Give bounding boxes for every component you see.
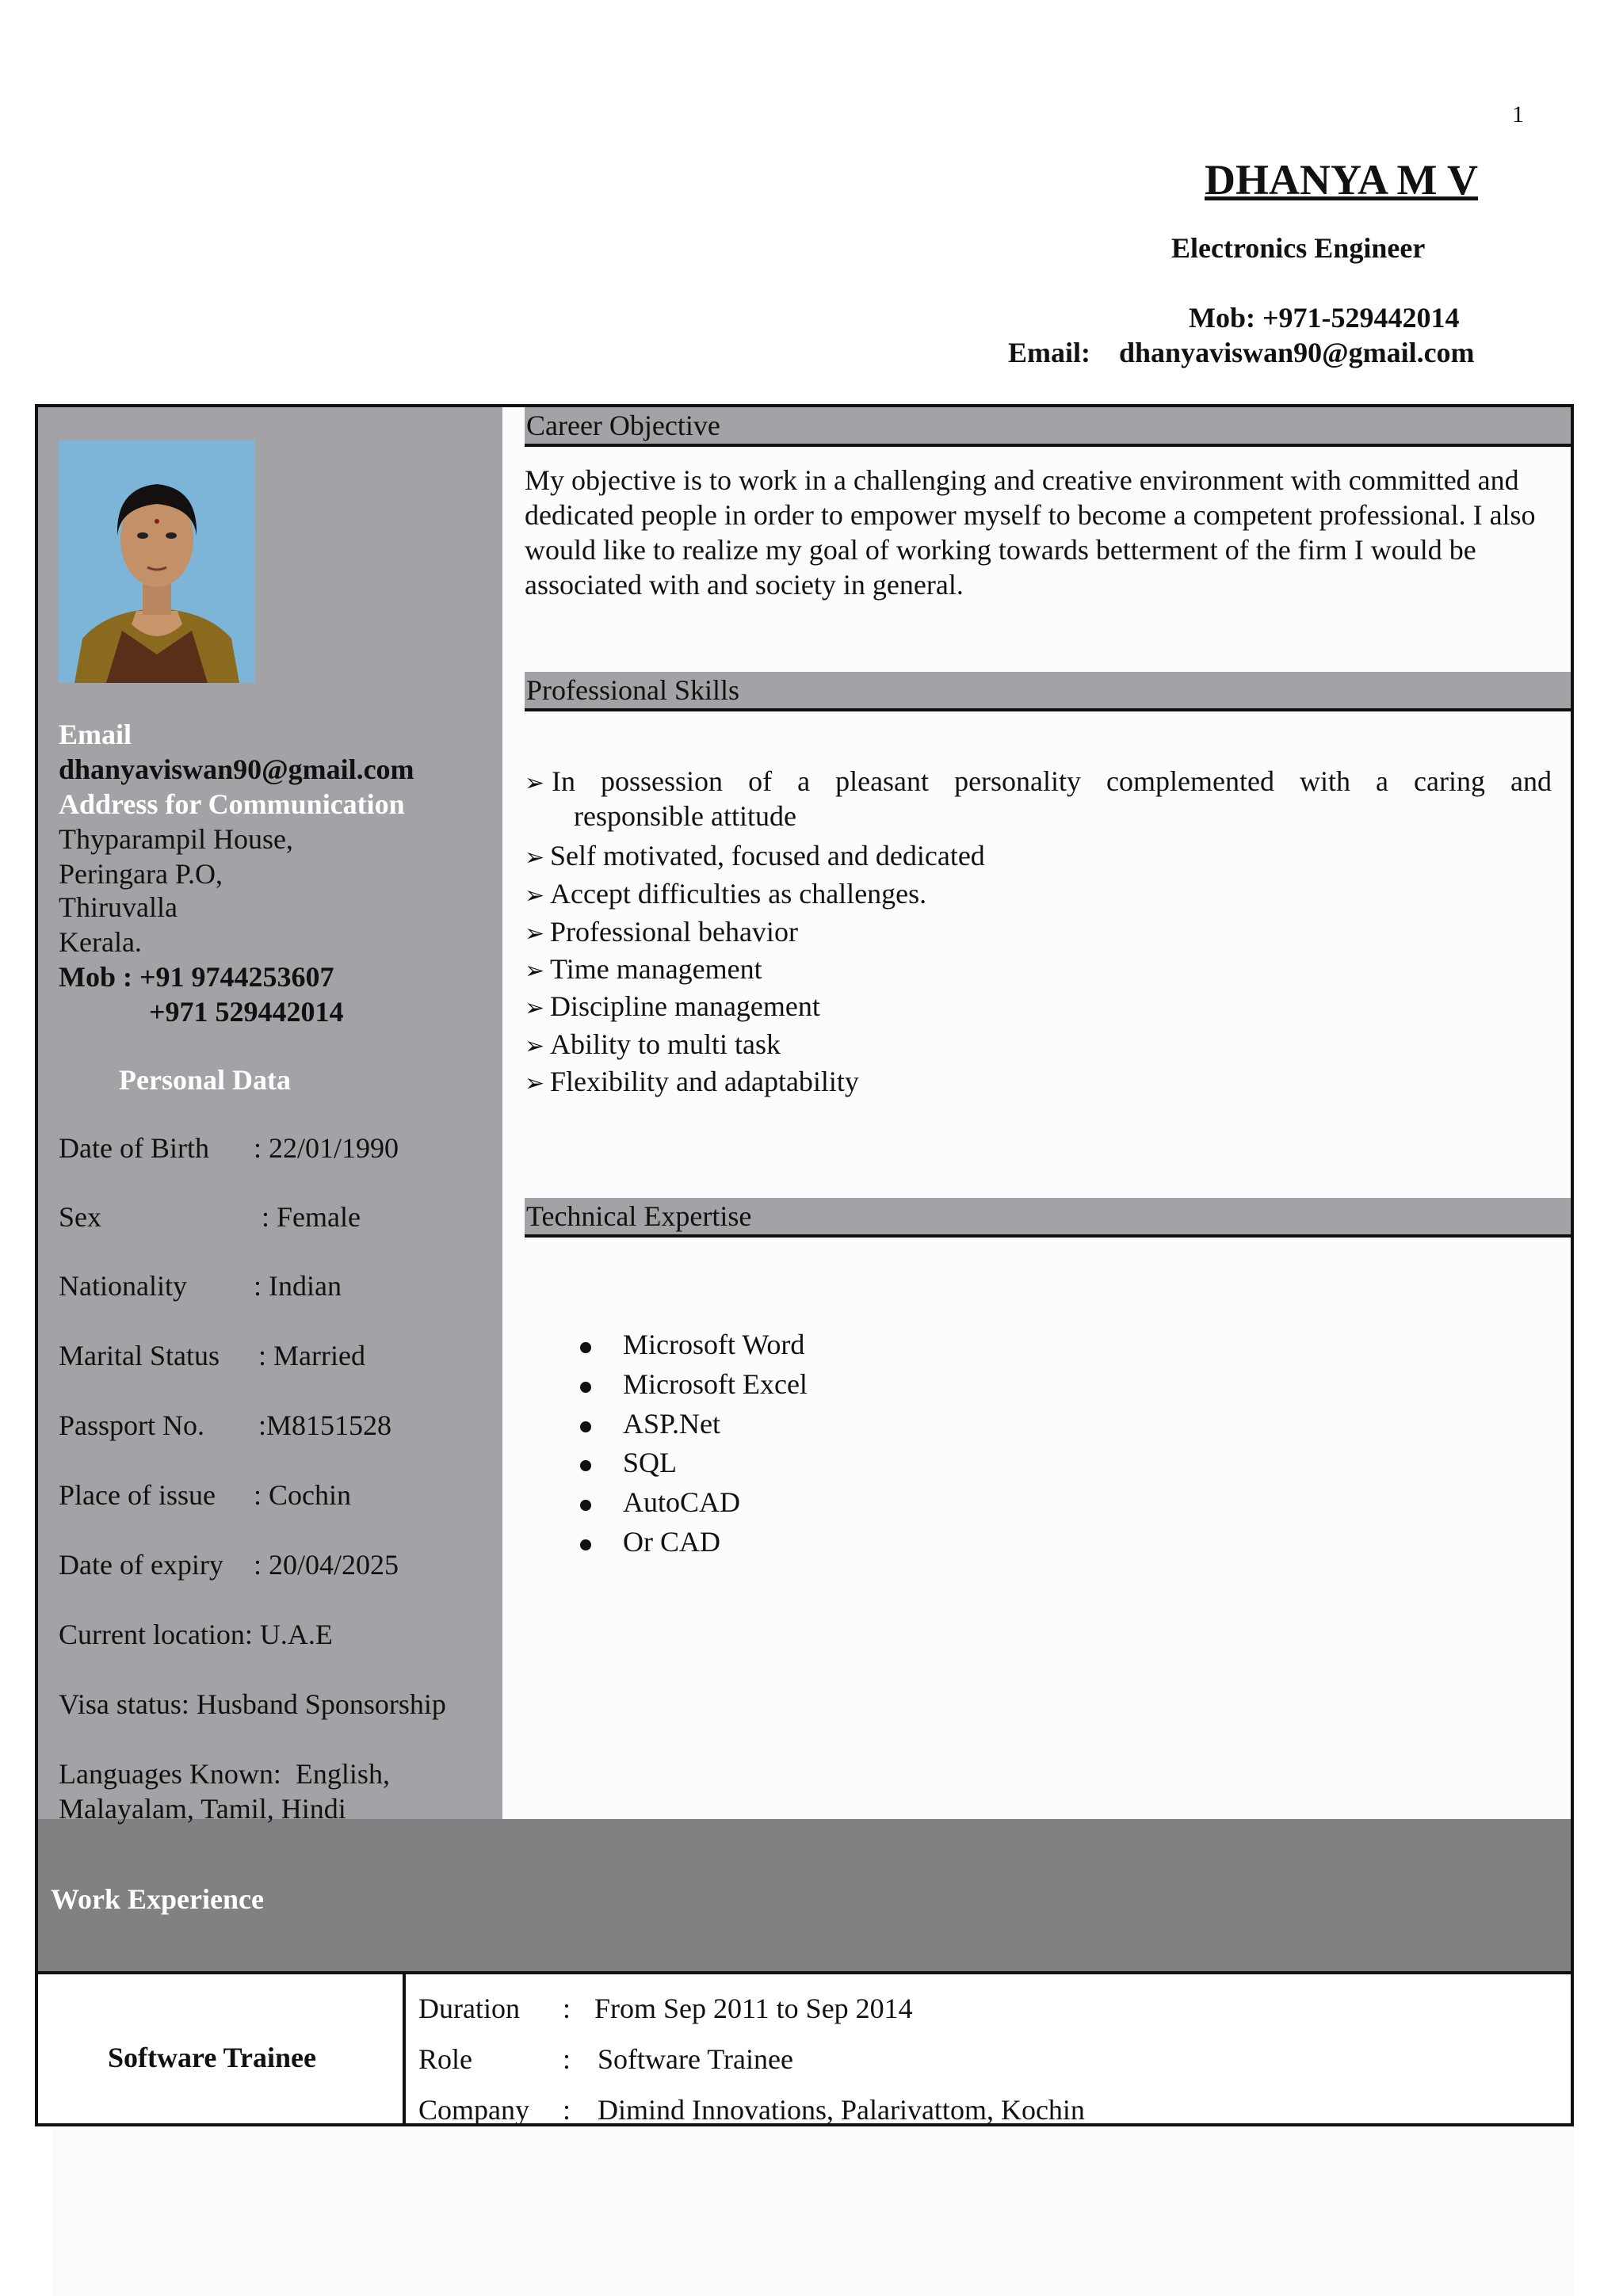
career-objective-text: My objective is to work in a challenging and creative environment with committed and dedicated people in order to empower myself to become a competent professional. I also would like to realize my goal of working towards betterment of the firm I would be associated with and society in general. <box>525 464 1536 601</box>
work-label: Duration <box>418 1993 520 2024</box>
skill-arrow-icon: ➢ <box>525 770 545 796</box>
sidebar-mobile: Mob : +91 9744253607 <box>59 961 334 993</box>
current-location: Current location: U.A.E <box>59 1619 333 1650</box>
bullet-icon <box>580 1539 591 1550</box>
personal-row <box>59 1339 365 1372</box>
personal-value: : 22/01/1990 <box>254 1132 399 1164</box>
bullet-icon <box>580 1382 591 1393</box>
address-line: Peringara P.O, <box>59 858 223 890</box>
personal-row <box>59 1200 361 1234</box>
skill-item: ➢ Discipline management <box>525 989 820 1026</box>
personal-value: : 20/04/2025 <box>254 1549 399 1581</box>
personal-value: : Indian <box>254 1270 342 1302</box>
work-value: Dimind Innovations, Palarivattom, Kochin <box>598 2094 1085 2126</box>
table-divider <box>403 1971 406 2123</box>
visa-status: Visa status: Husband Sponsorship <box>59 1688 446 1720</box>
work-colon: : <box>563 1993 571 2024</box>
skill-arrow-icon: ➢ <box>525 958 545 984</box>
work-label: Role <box>418 2043 472 2075</box>
personal-label: Passport No. <box>59 1409 205 1441</box>
skill-item: ➢ Ability to multi task <box>525 1027 781 1064</box>
header-email <box>1008 336 1475 369</box>
tech-item: ASP.Net <box>623 1408 721 1440</box>
skill-arrow-icon: ➢ <box>525 1033 545 1059</box>
bullet-icon <box>580 1460 591 1471</box>
career-objective-heading: Career Objective <box>525 407 1571 447</box>
personal-label: Place of issue <box>59 1479 216 1511</box>
skill-item: ➢ Self motivated, focused and dedicated <box>525 838 985 875</box>
address-label: Address for Communication <box>59 788 405 820</box>
tech-item: Microsoft Excel <box>623 1368 808 1400</box>
tech-item: Microsoft Word <box>623 1329 805 1360</box>
skill-arrow-icon: ➢ <box>525 883 545 909</box>
header-email-label: Email: <box>1008 337 1090 368</box>
tech-item: Or CAD <box>623 1526 720 1558</box>
profile-photo <box>59 441 255 683</box>
address-line: Thyparampil House, <box>59 823 293 855</box>
personal-value: : Female <box>262 1201 361 1233</box>
skill-arrow-icon: ➢ <box>525 1070 545 1097</box>
personal-value: :M8151528 <box>258 1409 392 1441</box>
header-email-value: dhanyaviswan90@gmail.com <box>1119 337 1475 368</box>
professional-skills-heading: Professional Skills <box>525 672 1571 711</box>
personal-label: Date of Birth <box>59 1132 209 1164</box>
personal-data-heading: Personal Data <box>119 1064 291 1096</box>
address-line: Thiruvalla <box>59 891 178 923</box>
skill-item-continuation: responsible attitude <box>574 800 796 832</box>
page-number: 1 <box>1512 101 1524 128</box>
bullet-icon <box>580 1342 591 1353</box>
personal-row <box>59 1131 399 1165</box>
work-value: Software Trainee <box>598 2043 793 2075</box>
languages-known: Languages Known: English, <box>59 1758 390 1790</box>
work-colon: : <box>563 2094 571 2126</box>
skill-arrow-icon: ➢ <box>525 995 545 1021</box>
work-job-title: Software Trainee <box>108 2042 316 2073</box>
personal-row <box>59 1269 342 1302</box>
work-value: From Sep 2011 to Sep 2014 <box>594 1993 913 2024</box>
page-bottom-area <box>52 2130 1574 2296</box>
technical-expertise-heading: Technical Expertise <box>525 1198 1571 1238</box>
personal-value: : Married <box>258 1340 365 1371</box>
header-mobile: Mob: +971-529442014 <box>1189 302 1460 334</box>
personal-row <box>59 1478 351 1512</box>
bullet-icon <box>580 1421 591 1432</box>
personal-label: Marital Status <box>59 1340 220 1371</box>
sidebar-email-label: Email <box>59 719 132 750</box>
skill-item: ➢ Accept difficulties as challenges. <box>525 876 926 913</box>
resume-frame <box>35 404 1574 2126</box>
languages-known-2: Malayalam, Tamil, Hindi <box>59 1793 346 1825</box>
skill-item: ➢ Professional behavior <box>525 914 798 952</box>
tech-item: SQL <box>623 1447 678 1478</box>
address-line: Kerala. <box>59 926 142 958</box>
personal-value: : Cochin <box>254 1479 351 1511</box>
skill-item: ➢ Flexibility and adaptability <box>525 1064 859 1101</box>
work-colon: : <box>563 2043 571 2075</box>
personal-label: Sex <box>59 1201 101 1233</box>
sidebar-mobile-2: +971 529442014 <box>149 996 344 1028</box>
work-label: Company <box>418 2094 529 2126</box>
work-experience-heading: Work Experience <box>51 1883 264 1915</box>
skill-item: In possession of a pleasant personality complemented with a caring and <box>552 765 1552 797</box>
personal-label: Date of expiry <box>59 1549 223 1581</box>
personal-row <box>59 1409 392 1442</box>
job-title: Electronics Engineer <box>1171 232 1426 264</box>
tech-item: AutoCAD <box>623 1486 741 1518</box>
candidate-name: DHANYA M V <box>1205 156 1479 204</box>
sidebar-email: dhanyaviswan90@gmail.com <box>59 753 414 785</box>
skill-arrow-icon: ➢ <box>525 921 545 947</box>
personal-label: Nationality <box>59 1270 187 1302</box>
bullet-icon <box>580 1500 591 1511</box>
skill-arrow-icon: ➢ <box>525 845 545 871</box>
skill-item: ➢ Time management <box>525 952 762 989</box>
personal-row <box>59 1548 399 1581</box>
